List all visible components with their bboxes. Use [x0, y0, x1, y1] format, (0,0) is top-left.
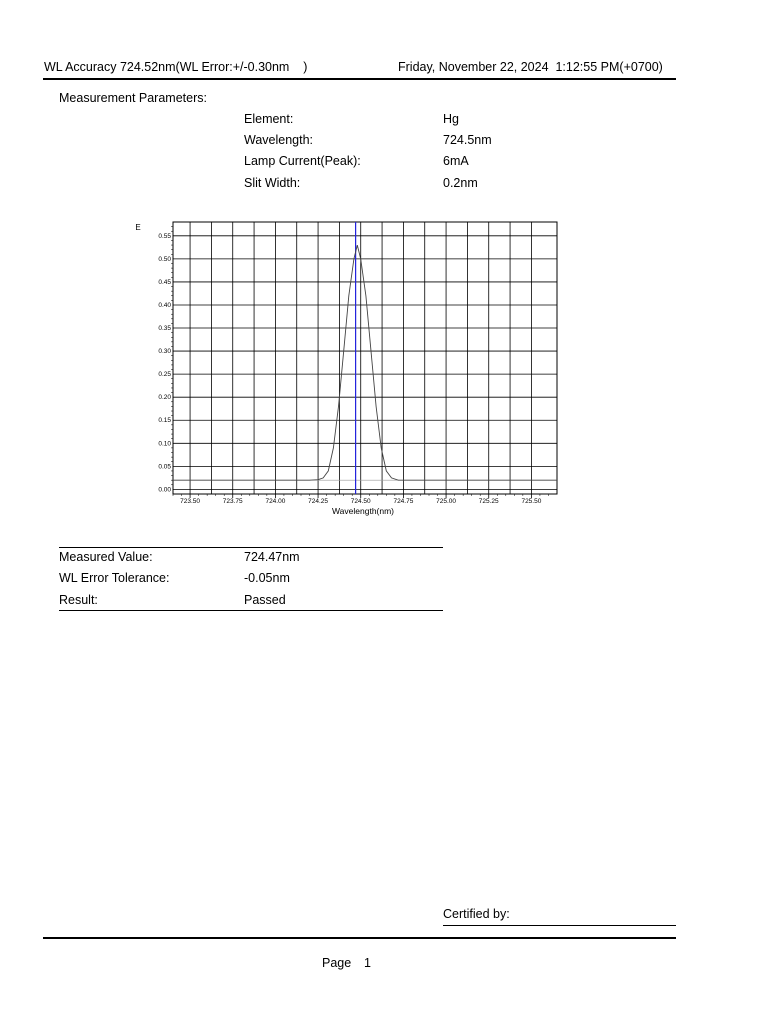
param-value-wavelength: 724.5nm [443, 133, 492, 147]
param-label-wavelength: Wavelength: [244, 133, 314, 147]
y-tick-label: 0.15 [158, 417, 171, 425]
result-value-result: Passed [244, 593, 286, 607]
y-tick-label: 0.40 [158, 301, 171, 309]
report-datetime: Friday, November 22, 2024 1:12:55 PM(+0700) [398, 60, 663, 74]
results-top-rule [59, 547, 443, 548]
x-tick-label: 723.75 [222, 498, 243, 505]
y-tick-label: 0.10 [158, 440, 171, 448]
y-tick-label: 0.45 [158, 278, 171, 286]
result-label-error-tolerance: WL Error Tolerance: [59, 571, 170, 585]
x-axis-label: Wavelength(nm) [331, 506, 395, 516]
spectrum-line [173, 245, 557, 480]
page-label: Page [322, 956, 352, 970]
param-label-lamp-current: Lamp Current(Peak): [244, 154, 361, 168]
x-tick-label: 725.25 [478, 498, 499, 505]
x-tick-label: 723.50 [180, 498, 201, 505]
param-value-element: Hg [443, 112, 459, 126]
y-tick-label: 0.00 [158, 486, 171, 494]
y-tick-label: 0.35 [158, 325, 171, 333]
page-number: 1 [364, 956, 371, 970]
y-tick-label: 0.05 [158, 463, 171, 471]
x-tick-label: 724.75 [393, 498, 414, 505]
x-tick-label: 724.25 [308, 498, 329, 505]
x-tick-label: 725.50 [521, 498, 542, 505]
params-heading: Measurement Parameters: [59, 91, 207, 105]
y-tick-label: 0.55 [158, 232, 171, 240]
x-tick-label: 724.00 [265, 498, 286, 505]
param-value-slit-width: 0.2nm [443, 176, 478, 190]
param-value-lamp-current: 6mA [443, 154, 469, 168]
plot-frame [173, 222, 557, 494]
x-tick-label: 725.00 [436, 498, 457, 505]
y-tick-label: 0.20 [158, 394, 171, 402]
footer-rule [43, 937, 676, 939]
y-tick-label: 0.50 [158, 255, 171, 263]
y-axis-label: E [135, 223, 141, 232]
y-tick-label: 0.30 [158, 348, 171, 356]
results-bottom-rule [59, 610, 443, 611]
result-label-result: Result: [59, 593, 98, 607]
result-value-measured-value: 724.47nm [244, 550, 300, 564]
certified-by-label: Certified by: [443, 907, 510, 921]
report-title: WL Accuracy 724.52nm(WL Error:+/-0.30nm ) [44, 60, 308, 74]
result-value-error-tolerance: -0.05nm [244, 571, 290, 585]
param-label-element: Element: [244, 112, 294, 126]
signature-line [443, 925, 676, 926]
x-tick-label: 724.50 [350, 498, 371, 505]
y-tick-label: 0.25 [158, 371, 171, 379]
param-label-slit-width: Slit Width: [244, 176, 301, 190]
result-label-measured-value: Measured Value: [59, 550, 153, 564]
